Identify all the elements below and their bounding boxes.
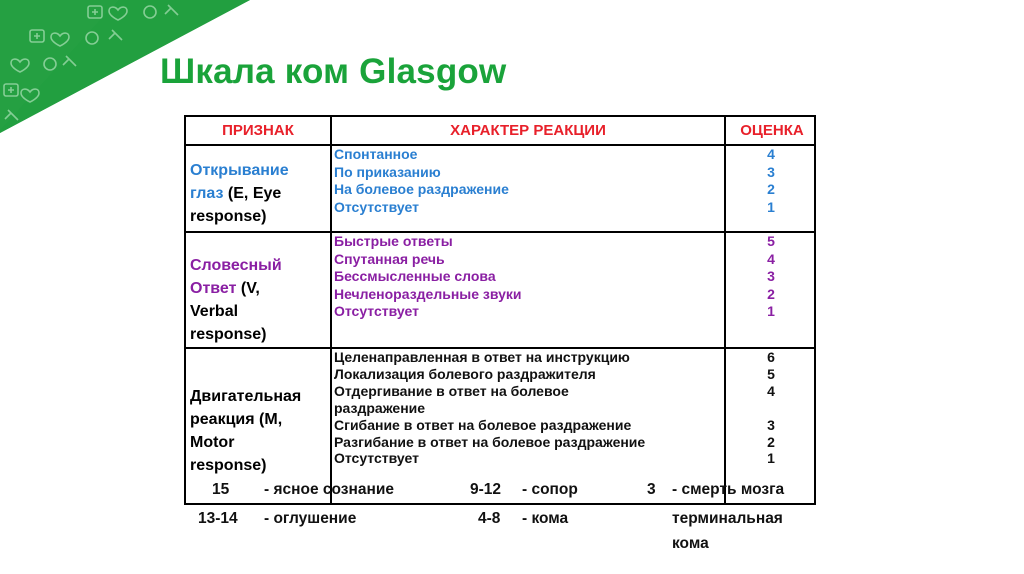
scores-motor [724,349,818,467]
sign-verbal-line3: Verbal [190,303,239,320]
page-title: Шкала ком Glasgow [160,52,507,91]
sign-motor-line1: Двигательная [190,388,302,405]
reaction-item: Бессмысленные слова [334,268,496,284]
legend-text: - сопор [522,481,578,498]
reaction-item: Отсутствует [334,198,419,215]
legend-text: - ясное сознание [264,481,394,498]
sign-eye-rest: (E, Eye [223,185,282,202]
sign-motor-line3: Motor [190,434,235,451]
reaction-item: Отдергивание в ответ на болевое [334,382,569,399]
sign-motor [190,385,301,477]
reaction-item: Спонтанное [334,146,418,162]
scores-verbal [724,233,818,321]
reactions-eye [334,146,509,216]
reaction-item: По приказанию [334,163,441,180]
legend-score: 9-12 [470,481,502,498]
reaction-item: Нечленораздельные звуки [334,285,522,302]
scores-eye [724,146,818,216]
legend-text: - смерть мозга [672,481,785,498]
score-item: 2 [767,181,775,197]
reaction-item: Быстрые ответы [334,233,453,249]
sign-verbal-colored: Ответ [190,280,237,297]
score-item: 4 [767,382,775,399]
reaction-item: Отсутствует [334,450,419,467]
column-divider [330,117,332,503]
sign-verbal-line4: response) [190,326,267,343]
reaction-item: Спутанная речь [334,250,445,267]
header-sign: ПРИЗНАК [222,122,294,139]
score-item [724,400,818,417]
sign-eye [190,159,289,228]
score-item: 4 [767,146,775,162]
reaction-item: Локализация болевого раздражителя [334,365,596,382]
sign-verbal-rest: (V, [236,280,260,297]
reaction-item: Разгибание в ответ на болевое раздражение [334,433,646,450]
sign-verbal-line1: Словесный [190,257,282,274]
sign-eye-line3: response) [190,208,267,225]
legend-score: 13-14 [198,510,238,527]
sign-eye-line1: Открывание [190,162,289,179]
legend-text: - кома [522,510,569,527]
header-score: ОЦЕНКА [740,122,804,139]
reactions-verbal [334,233,522,321]
sign-verbal [190,254,282,346]
score-item: 3 [767,268,775,284]
legend-score: 3 [647,481,656,498]
score-item: 1 [767,450,775,467]
reaction-item: раздражение [334,399,426,416]
reaction-item: Сгибание в ответ на болевое раздражение [334,416,632,433]
score-item: 2 [767,285,775,302]
header-reaction: ХАРАКТЕР РЕАКЦИИ [450,122,606,139]
reaction-item: Целенаправленная в ответ на инструкцию [334,349,630,365]
score-item: 5 [767,365,775,382]
score-item: 3 [767,416,775,433]
score-item: 2 [767,433,775,450]
legend-text: кома [672,535,709,552]
score-item: 4 [767,250,775,267]
sign-motor-line2: реакция (M, [190,411,283,428]
legend-text: терминальная [672,510,783,527]
score-item: 6 [767,349,775,365]
reaction-item: На болевое раздражение [334,181,509,197]
legend-score: 4-8 [478,510,501,527]
sign-motor-line4: response) [190,457,267,474]
score-item: 3 [767,163,775,180]
score-item: 1 [767,198,775,215]
legend-text: - оглушение [264,510,357,527]
reaction-item: Отсутствует [334,303,419,319]
legend-score: 15 [212,481,230,498]
sign-eye-colored: глаз [190,185,224,202]
reactions-motor [334,349,645,467]
glasgow-table [184,115,816,505]
score-item: 5 [767,233,775,249]
score-item: 1 [767,303,775,319]
